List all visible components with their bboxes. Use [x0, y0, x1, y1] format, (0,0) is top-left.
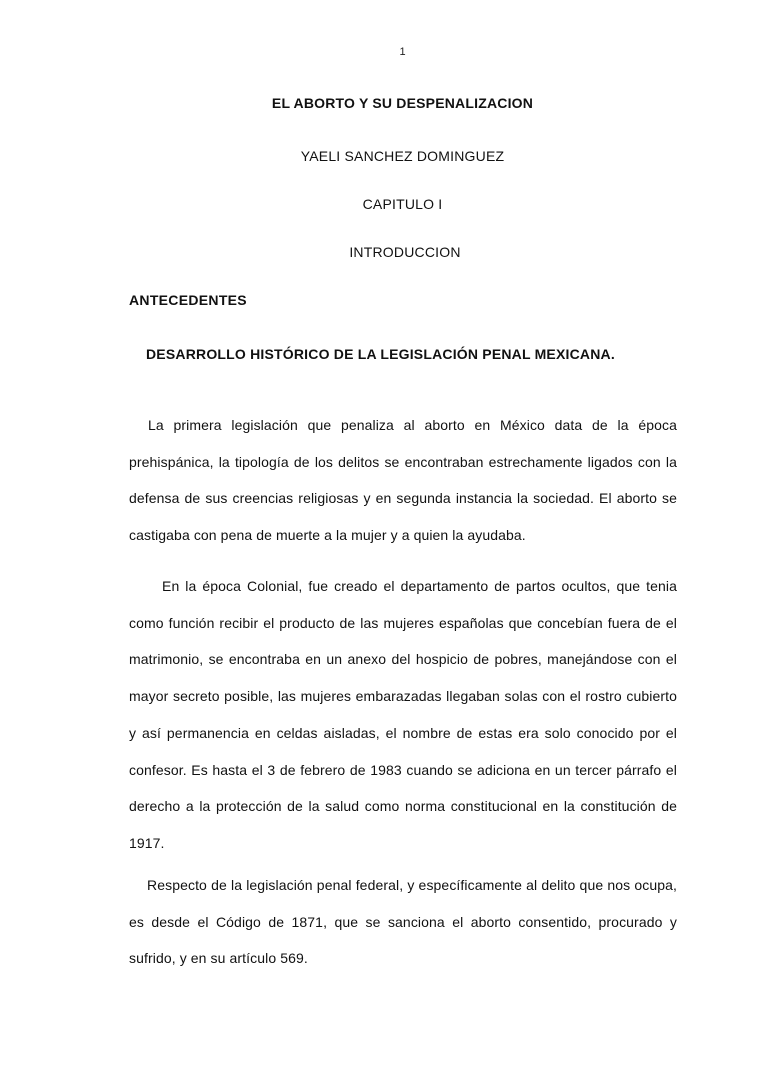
document-author: YAELI SANCHEZ DOMINGUEZ [300, 148, 505, 164]
document-title: EL ABORTO Y SU DESPENALIZACION [271, 95, 534, 111]
section-heading: ANTECEDENTES [129, 292, 247, 308]
introduction-heading: INTRODUCCION [349, 244, 461, 260]
paragraph-federal-legislation: Respecto de la legislación penal federal, y específicamente al delito que nos ocupa, es desde el Código de 1871, que se sanciona el aborto consentido, procurado y sufrido, y en su artículo 569. [129, 877, 677, 967]
subsection-heading: DESARROLLO HISTÓRICO DE LA LEGISLACIÓN PENAL MEXICANA. [146, 346, 615, 362]
chapter-heading: CAPITULO I [362, 196, 443, 212]
paragraph-prehispanic: La primera legislación que penaliza al aborto en México data de la época prehispánica, la tipología de los delitos se encontraban estrechamente ligados con la defensa de sus creencias religiosas y en segunda instancia la sociedad. El aborto se castigaba con pena de muerte a la mujer y a quien la ayudaba. [129, 417, 677, 544]
page-number: 1 [399, 46, 406, 58]
paragraph-colonial: En la época Colonial, fue creado el departamento de partos ocultos, que tenia como función recibir el producto de las mujeres españolas que concebían fuera de el matrimonio, se encontraba en un anexo del hospicio de pobres, manejándose con el mayor secreto posible, las mujeres embarazadas llegaban solas con el rostro cubierto y así permanencia en celdas aisladas, el nombre de estas era solo conocido por el confesor. Es hasta el 3 de febrero de 1983 cuando se adiciona en un tercer párrafo el derecho a la protección de la salud como norma constitucional en la constitución de 1917. [129, 578, 677, 851]
